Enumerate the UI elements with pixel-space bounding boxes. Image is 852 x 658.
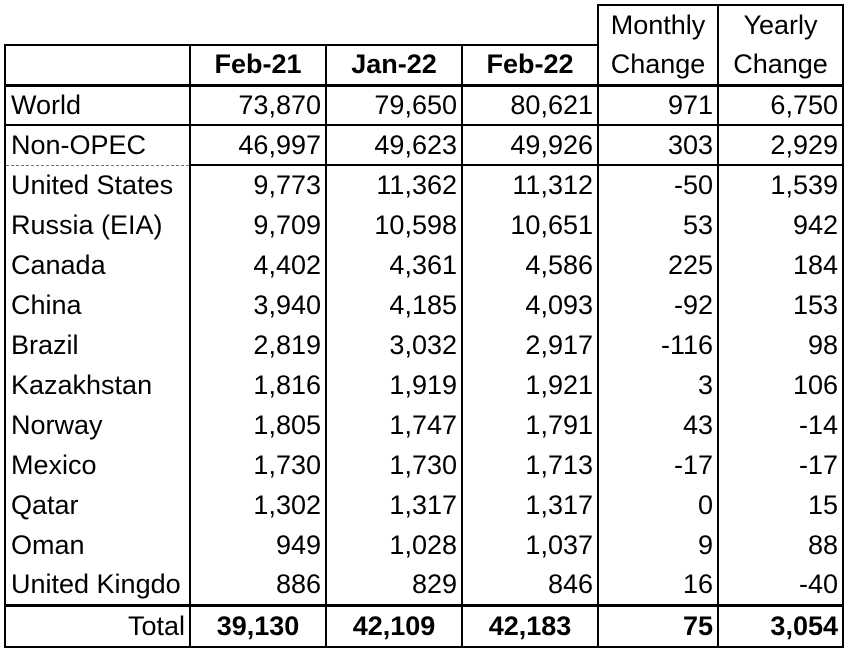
country-row-cell: 98 [718,325,843,365]
country-row-cell: 9 [598,525,718,565]
country-row-cell: 3,940 [190,285,326,325]
country-row [5,525,843,565]
header-row [5,45,843,85]
country-row-cell: -116 [598,325,718,365]
country-row-cell: 16 [598,565,718,605]
country-row-cell: 886 [190,565,326,605]
country-row-label: Kazakhstan [5,365,190,405]
country-row-cell: -92 [598,285,718,325]
country-row [5,405,843,445]
country-row-cell: 2,917 [462,325,598,365]
country-row-cell: 1,730 [326,445,462,485]
country-row-label: Oman [5,525,190,565]
country-row-label: United Kingdo [5,565,190,605]
country-row-cell: 1,028 [326,525,462,565]
country-row [5,485,843,525]
country-row-cell: 1,730 [190,445,326,485]
country-row-label: Mexico [5,445,190,485]
summary-row-cell: 80,621 [462,85,598,125]
country-row-cell: 9,773 [190,165,326,205]
country-row-cell: 106 [718,365,843,405]
country-row-cell: 2,819 [190,325,326,365]
summary-row-label: Non-OPEC [5,125,190,165]
column-header-feb-21: Feb-21 [190,45,326,85]
summary-row [5,85,843,125]
country-row-cell: 4,185 [326,285,462,325]
country-row-cell: 1,037 [462,525,598,565]
total-cell: 42,109 [326,605,462,647]
production-table [4,4,844,648]
country-row-cell: 1,816 [190,365,326,405]
column-header-yearly-change: Change [718,45,843,85]
country-row-label: Norway [5,405,190,445]
country-row-cell: 942 [718,205,843,245]
country-row-cell: 3 [598,365,718,405]
summary-row-cell: 6,750 [718,85,843,125]
column-header-monthly-change: Change [598,45,718,85]
column-header-jan-22: Jan-22 [326,45,462,85]
country-row-label: Qatar [5,485,190,525]
monthly-header-cell: Monthly [598,5,718,45]
header-row-top [5,5,843,45]
country-row-cell: 1,539 [718,165,843,205]
country-row-cell: 184 [718,245,843,285]
header-label-cell [5,45,190,85]
summary-row-cell: 49,926 [462,125,598,165]
country-row-cell: 829 [326,565,462,605]
country-row-cell: 11,362 [326,165,462,205]
country-row [5,565,843,605]
country-row-cell: 4,402 [190,245,326,285]
total-row [5,605,843,647]
country-row-cell: 1,919 [326,365,462,405]
country-row-cell: 43 [598,405,718,445]
country-row-label: Brazil [5,325,190,365]
country-row [5,365,843,405]
country-row-cell: 225 [598,245,718,285]
country-row-cell: 11,312 [462,165,598,205]
country-row-cell: -50 [598,165,718,205]
country-row-cell: 4,361 [326,245,462,285]
blank-cell [462,5,598,45]
country-row-cell: 15 [718,485,843,525]
country-row-cell: 1,805 [190,405,326,445]
summary-row-cell: 971 [598,85,718,125]
blank-cell [326,5,462,45]
country-row-cell: 88 [718,525,843,565]
column-header-feb-22: Feb-22 [462,45,598,85]
country-row-cell: 10,651 [462,205,598,245]
country-row-cell: -17 [718,445,843,485]
country-row-cell: 1,791 [462,405,598,445]
country-row [5,205,843,245]
country-row-cell: -40 [718,565,843,605]
total-cell: 75 [598,605,718,647]
country-row-cell: 4,093 [462,285,598,325]
country-row-cell: 3,032 [326,325,462,365]
summary-row-cell: 303 [598,125,718,165]
country-row-cell: 1,317 [462,485,598,525]
country-row [5,165,843,205]
total-cell: 42,183 [462,605,598,647]
yearly-header-cell: Yearly [718,5,843,45]
country-row-label: Canada [5,245,190,285]
summary-row [5,125,843,165]
country-row-cell: 1,317 [326,485,462,525]
summary-row-cell: 49,623 [326,125,462,165]
country-row-cell: 0 [598,485,718,525]
summary-row-cell: 79,650 [326,85,462,125]
blank-cell [190,5,326,45]
country-row [5,285,843,325]
country-row-cell: 1,747 [326,405,462,445]
country-row-cell: 1,302 [190,485,326,525]
summary-row-label: World [5,85,190,125]
country-row-cell: 949 [190,525,326,565]
country-row-cell: -17 [598,445,718,485]
country-row-cell: 10,598 [326,205,462,245]
blank-cell [5,5,190,45]
summary-row-cell: 2,929 [718,125,843,165]
total-cell: 39,130 [190,605,326,647]
summary-row-cell: 46,997 [190,125,326,165]
country-row-cell: 53 [598,205,718,245]
country-row [5,325,843,365]
country-row [5,245,843,285]
country-row-cell: 9,709 [190,205,326,245]
country-row-cell: 4,586 [462,245,598,285]
country-row-cell: 153 [718,285,843,325]
country-row-cell: 1,713 [462,445,598,485]
country-row-label: China [5,285,190,325]
total-cell: 3,054 [718,605,843,647]
country-row-label: United States [5,165,190,205]
country-row-cell: 846 [462,565,598,605]
country-row-cell: -14 [718,405,843,445]
summary-row-cell: 73,870 [190,85,326,125]
country-row-label: Russia (EIA) [5,205,190,245]
country-row [5,445,843,485]
country-row-cell: 1,921 [462,365,598,405]
total-label: Total [5,605,190,647]
